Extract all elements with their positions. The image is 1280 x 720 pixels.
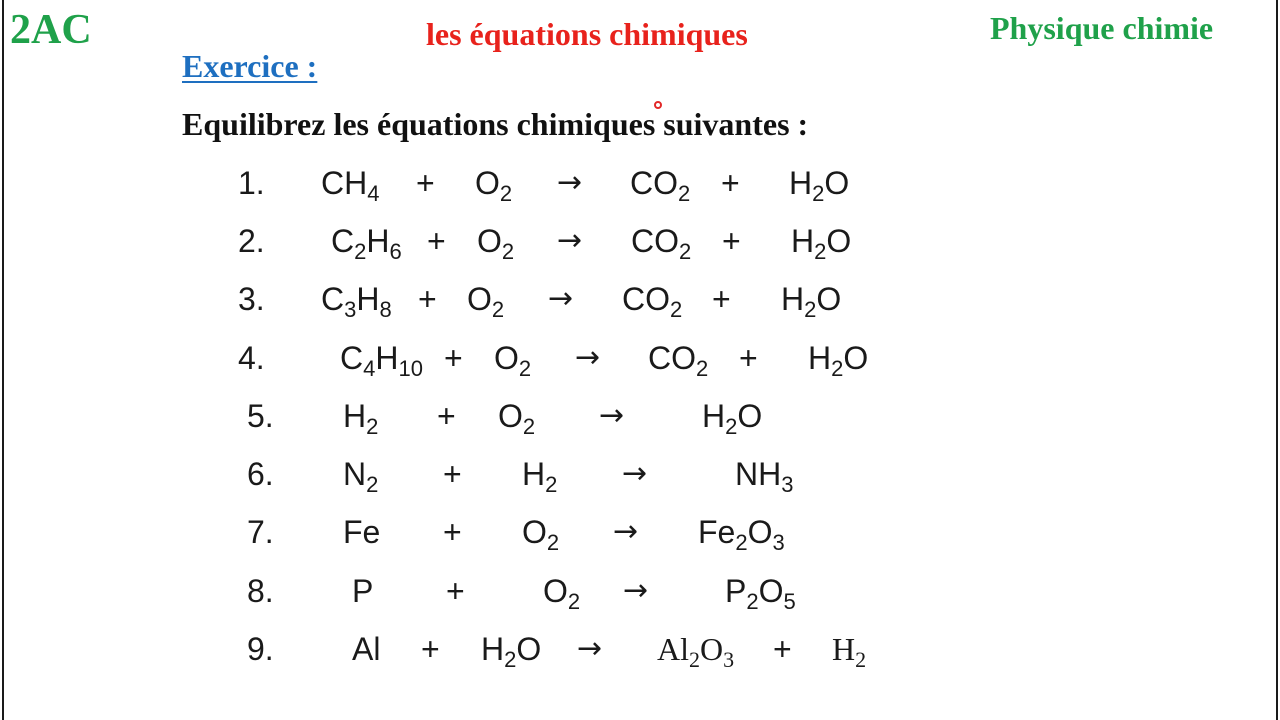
equation-number: 7. <box>247 514 274 550</box>
page-title: les équations chimiques <box>426 16 748 52</box>
chemical-formula <box>789 158 849 208</box>
plus-operator: + <box>444 340 463 376</box>
formula-subscript: 8 <box>379 297 392 322</box>
formula-subscript: 6 <box>389 239 402 264</box>
equation-number: 4. <box>238 340 265 376</box>
chemical-formula <box>352 624 380 674</box>
chemical-formula <box>475 158 512 208</box>
formula-symbol: H <box>343 398 367 434</box>
formula-subscript: 2 <box>366 472 379 497</box>
chemical-formula <box>494 333 531 383</box>
chemical-formula <box>543 566 580 616</box>
formula-symbol: O <box>467 281 492 317</box>
formula-subscript: 2 <box>545 472 558 497</box>
equation-row <box>0 333 1280 383</box>
formula-subscript: 2 <box>546 530 560 555</box>
formula-symbol: C <box>331 223 355 259</box>
formula-symbol: CH <box>321 165 368 201</box>
cursor-pointer-icon <box>654 101 662 109</box>
formula-symbol: O <box>816 281 842 317</box>
chemical-formula <box>467 274 504 324</box>
chemical-formula <box>648 333 708 383</box>
plus-operator: + <box>421 631 440 667</box>
chemical-formula <box>352 566 373 616</box>
subject-name: Physique chimie <box>990 10 1214 46</box>
formula-symbol: Fe <box>698 514 736 550</box>
formula-subscript: 2 <box>855 647 867 672</box>
chemical-formula <box>622 274 682 324</box>
formula-symbol: O <box>498 398 523 434</box>
chemical-formula <box>343 449 378 499</box>
equation-row <box>0 624 1280 674</box>
plus-operator: + <box>446 573 465 609</box>
formula-symbol: H <box>789 165 813 201</box>
formula-symbol: O <box>737 398 763 434</box>
formula-subscript: 10 <box>398 356 423 381</box>
chemical-formula <box>657 624 734 674</box>
chemical-formula <box>321 158 379 208</box>
formula-symbol: O <box>824 165 850 201</box>
formula-subscript: 3 <box>781 472 794 497</box>
reaction-arrow-icon: → <box>599 398 625 433</box>
formula-subscript: 2 <box>501 239 515 264</box>
chemical-formula <box>481 624 541 674</box>
chemical-formula <box>781 274 841 324</box>
formula-symbol: CO <box>622 281 670 317</box>
formula-symbol: P <box>725 573 747 609</box>
formula-subscript: 2 <box>804 297 817 322</box>
plus-operator: + <box>722 223 741 259</box>
formula-subscript: 2 <box>735 530 748 555</box>
formula-subscript: 2 <box>354 239 367 264</box>
formula-subscript: 2 <box>814 239 827 264</box>
reaction-arrow-icon: → <box>548 281 574 316</box>
reaction-arrow-icon: → <box>577 631 603 666</box>
formula-subscript: 2 <box>504 647 517 672</box>
formula-subscript: 2 <box>499 181 513 206</box>
plus-operator: + <box>416 165 435 201</box>
equation-number: 3. <box>238 281 265 317</box>
equation-number: 2. <box>238 223 265 259</box>
formula-symbol: O <box>747 514 773 550</box>
formula-subscript: 4 <box>367 181 380 206</box>
chemical-formula <box>343 391 378 441</box>
formula-subscript: 5 <box>783 589 796 614</box>
class-level: 2AC <box>10 7 92 53</box>
plus-operator: + <box>721 165 740 201</box>
chemical-formula <box>477 216 514 266</box>
formula-subscript: 2 <box>696 356 709 381</box>
chemical-formula <box>522 449 557 499</box>
chemical-formula <box>631 216 691 266</box>
formula-symbol: H <box>522 456 546 492</box>
chemical-formula <box>522 507 559 557</box>
equation-number: 8. <box>247 573 274 609</box>
equation-number: 1. <box>238 165 265 201</box>
plus-operator: + <box>427 223 446 259</box>
reaction-arrow-icon: → <box>623 573 649 608</box>
formula-symbol: O <box>700 631 724 667</box>
chemical-formula <box>725 566 796 616</box>
formula-symbol: CO <box>630 165 678 201</box>
formula-symbol: CO <box>631 223 679 259</box>
equation-row <box>0 566 1280 616</box>
plus-operator: + <box>443 514 462 550</box>
formula-symbol: O <box>494 340 519 376</box>
formula-symbol: O <box>475 165 500 201</box>
formula-symbol: H <box>356 281 380 317</box>
formula-subscript: 2 <box>689 647 700 672</box>
reaction-arrow-icon: → <box>575 340 601 375</box>
formula-symbol: O <box>516 631 542 667</box>
reaction-arrow-icon: → <box>613 514 639 549</box>
chemical-formula <box>808 333 868 383</box>
formula-subscript: 3 <box>344 297 357 322</box>
formula-subscript: 2 <box>366 414 379 439</box>
equation-number: 5. <box>247 398 274 434</box>
equation-number: 6. <box>247 456 274 492</box>
formula-symbol: Al <box>352 631 381 667</box>
formula-subscript: 2 <box>725 414 738 439</box>
formula-subscript: 4 <box>363 356 376 381</box>
formula-symbol: O <box>477 223 502 259</box>
chemical-formula <box>735 449 793 499</box>
formula-subscript: 3 <box>772 530 785 555</box>
chemical-formula <box>340 333 423 383</box>
formula-subscript: 3 <box>723 647 735 672</box>
exercise-instruction: Equilibrez les équations chimiques suivantes : <box>182 106 809 142</box>
formula-symbol: H <box>832 631 856 667</box>
formula-symbol: H <box>481 631 505 667</box>
formula-symbol: NH <box>735 456 782 492</box>
formula-symbol: C <box>340 340 364 376</box>
formula-symbol: H <box>791 223 815 259</box>
reaction-arrow-icon: → <box>557 165 583 200</box>
equation-row <box>0 216 1280 266</box>
formula-symbol: O <box>826 223 852 259</box>
plus-operator: + <box>418 281 437 317</box>
chemical-formula <box>791 216 851 266</box>
formula-symbol: N <box>343 456 367 492</box>
plus-operator: + <box>712 281 731 317</box>
equation-row <box>0 274 1280 324</box>
formula-symbol: O <box>758 573 784 609</box>
chemical-formula <box>331 216 402 266</box>
formula-subscript: 2 <box>812 181 825 206</box>
formula-symbol: H <box>366 223 390 259</box>
formula-symbol: O <box>522 514 547 550</box>
formula-subscript: 2 <box>567 589 581 614</box>
plus-operator: + <box>739 340 758 376</box>
formula-subscript: 2 <box>678 181 691 206</box>
formula-subscript: 2 <box>746 589 759 614</box>
formula-symbol: O <box>543 573 568 609</box>
formula-subscript: 2 <box>518 356 532 381</box>
equation-row <box>0 449 1280 499</box>
equation-row <box>0 158 1280 208</box>
formula-subscript: 2 <box>522 414 536 439</box>
chemical-formula <box>343 507 380 557</box>
chemical-formula <box>702 391 762 441</box>
equation-number: 9. <box>247 631 274 667</box>
plus-operator: + <box>443 456 462 492</box>
reaction-arrow-icon: → <box>557 223 583 258</box>
formula-symbol: Al <box>657 631 689 667</box>
formula-subscript: 2 <box>679 239 692 264</box>
chemical-formula <box>498 391 535 441</box>
plus-operator: + <box>437 398 456 434</box>
plus-operator: + <box>773 631 792 667</box>
formula-symbol: O <box>843 340 869 376</box>
chemical-formula <box>321 274 392 324</box>
chemical-formula <box>832 624 866 674</box>
formula-subscript: 2 <box>491 297 505 322</box>
formula-symbol: H <box>375 340 399 376</box>
formula-subscript: 2 <box>670 297 683 322</box>
reaction-arrow-icon: → <box>622 456 648 491</box>
formula-symbol: P <box>352 573 374 609</box>
equation-row <box>0 507 1280 557</box>
exercise-heading: Exercice : <box>182 48 318 84</box>
formula-subscript: 2 <box>831 356 844 381</box>
formula-symbol: H <box>702 398 726 434</box>
chemical-formula <box>698 507 785 557</box>
formula-symbol: C <box>321 281 345 317</box>
formula-symbol: H <box>808 340 832 376</box>
chemical-formula <box>630 158 690 208</box>
equation-row <box>0 391 1280 441</box>
formula-symbol: CO <box>648 340 696 376</box>
formula-symbol: Fe <box>343 514 381 550</box>
formula-symbol: H <box>781 281 805 317</box>
